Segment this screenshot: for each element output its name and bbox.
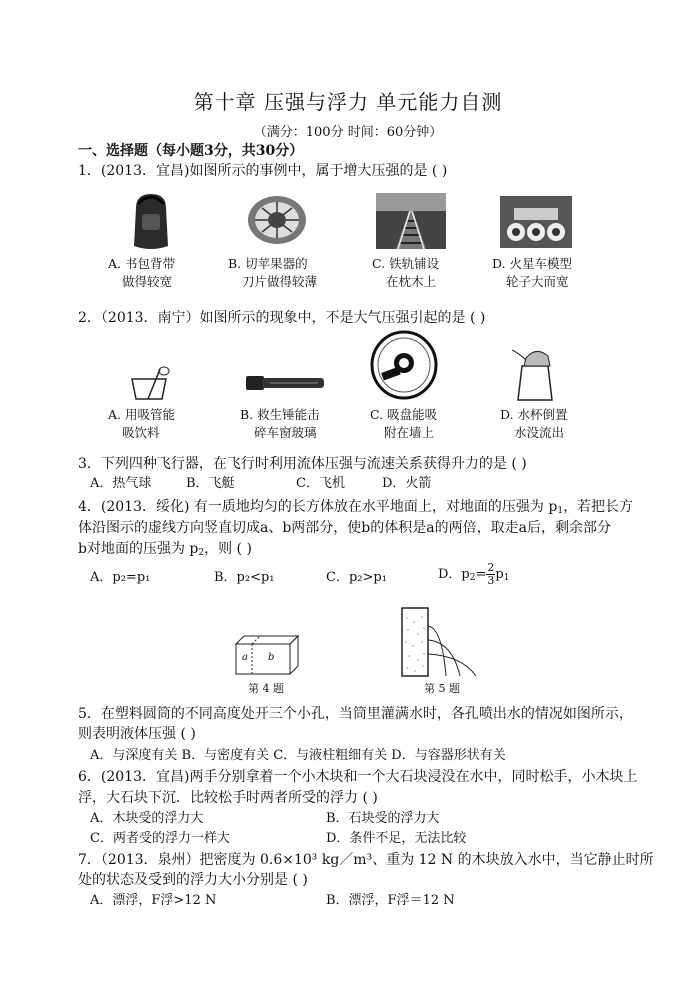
q1-option-b[interactable] <box>228 255 317 291</box>
option-label: D. 火星车模型 <box>492 256 573 271</box>
exam-info: （满分：100分 时间：60分钟） <box>253 125 443 140</box>
text: b对地面的压强为 p <box>78 541 199 557</box>
mars-rover-photo <box>500 196 572 248</box>
option-label: 做得较宽 <box>122 274 173 289</box>
q4-option-c[interactable]: C．p₂>p₁ <box>326 570 387 585</box>
text: 4．(2013．绥化) 有一质地均匀的长方体放在水平地面上，对地面的压强为 p <box>78 499 558 515</box>
question-5-line-1: 5．在塑料圆筒的不同高度处开三个小孔，当筒里灌满水时，各孔喷出水的情况如图所示， <box>78 706 633 722</box>
q3-option-c[interactable]: C．飞机 <box>296 476 345 491</box>
q4-option-a[interactable]: A．p₂=p₁ <box>90 570 151 585</box>
question-6-line-2: 浮，大石块下沉．比较松手时两者所受的浮力 ( ) <box>78 790 378 806</box>
text: ，若把长方 <box>563 499 634 515</box>
inverted-cup-figure <box>508 346 562 402</box>
railway-track-photo <box>376 193 446 249</box>
suction-cup-figure <box>370 330 438 400</box>
option-label: D. 水杯倒置 <box>500 407 568 422</box>
option-label: 在枕木上 <box>386 274 437 289</box>
subscript: 2 <box>198 548 205 558</box>
figure-4-caption: 第 4 题 <box>248 682 284 695</box>
q2-option-a[interactable] <box>108 406 175 442</box>
q3-option-a[interactable]: A．热气球 <box>90 476 152 491</box>
q1-option-d[interactable] <box>492 255 572 291</box>
option-label: 刀片做得较薄 <box>242 274 318 289</box>
option-label: C. 铁轨铺设 <box>372 256 440 271</box>
q1-option-a[interactable] <box>108 255 175 291</box>
text: ，则 ( ) <box>204 541 252 557</box>
q6-option-b[interactable]: B．石块受的浮力大 <box>326 811 440 826</box>
option-label: 轮子大而宽 <box>506 274 569 289</box>
backpack-photo <box>128 190 174 252</box>
q6-option-d[interactable]: D．条件不足，无法比较 <box>326 831 467 846</box>
q2-option-b[interactable] <box>240 406 320 442</box>
option-label: 吸饮料 <box>122 425 160 440</box>
q1-option-c[interactable] <box>372 255 439 291</box>
subscript: 2 <box>469 573 476 583</box>
page-title: 第十章 压强与浮力 单元能力自测 <box>193 90 503 114</box>
question-7-line-1: 7．（2013．泉州）把密度为 0.6×10³ kg／m³、重为 12 N 的木块放入水中，当它静止时所 <box>78 852 654 868</box>
question-1-stem: 1．(2013．宜昌)如图所示的事例中，属于增大压强的是 ( ) <box>78 163 448 179</box>
option-label: 碎车窗玻璃 <box>254 425 317 440</box>
section-heading: 一、选择题（每小题3分，共30分） <box>78 143 304 159</box>
subscript: 1 <box>557 506 564 516</box>
question-4-line-1 <box>78 496 633 516</box>
question-5-line-2: 则表明液体压强 ( ) <box>78 726 196 742</box>
straw-drink-figure <box>126 365 172 401</box>
question-6-line-1: 6．(2013．宜昌)两手分别拿着一个小木块和一个大石块浸没在水中，同时松手，小木块上 <box>78 769 638 785</box>
question-7-line-2: 处的状态及受到的浮力大小分别是 ( ) <box>78 872 308 888</box>
text: D．p <box>438 567 470 582</box>
text: p <box>495 567 504 582</box>
q3-option-b[interactable]: B．飞艇 <box>186 476 235 491</box>
q7-option-b[interactable]: B．漂浮，F浮＝12 N <box>326 893 455 908</box>
question-2-stem: 2．（2013．南宁）如图所示的现象中，不是大气压强引起的是 ( ) <box>78 310 486 326</box>
numerator: 2 <box>487 561 495 574</box>
label-b: b <box>268 652 275 663</box>
denominator: 3 <box>487 574 495 587</box>
water-cylinder-figure <box>398 606 480 678</box>
question-3-stem: 3．下列四种飞行器，在飞行时利用流体压强与流速关系获得升力的是 ( ) <box>78 456 527 472</box>
figure-5-caption: 第 5 题 <box>424 682 460 695</box>
option-label: 附在墙上 <box>384 425 435 440</box>
q4-option-b[interactable]: B．p₂<p₁ <box>214 570 275 585</box>
q5-options[interactable]: A．与深度有关 B．与密度有关 C．与液柱粗细有关 D．与容器形状有关 <box>90 748 506 763</box>
question-4-line-2: 体沿图示的虚线方向竖直切成a、b两部分，使b的体积是a的两倍，取走a后，剩余部分 <box>78 520 611 536</box>
label-a: a <box>242 652 248 663</box>
q7-option-a[interactable]: A．漂浮，F浮>12 N <box>90 893 217 908</box>
option-label: B. 救生锤能击 <box>240 407 320 422</box>
option-label: C. 吸盘能吸 <box>370 407 438 422</box>
option-label: B. 切苹果器的 <box>228 256 308 271</box>
q4-option-d[interactable] <box>438 562 509 587</box>
q6-option-c[interactable]: C．两者受的浮力一样大 <box>90 831 230 846</box>
subscript: 1 <box>503 573 510 583</box>
safety-hammer-figure <box>244 372 326 394</box>
q6-option-a[interactable]: A．木块受的浮力大 <box>90 811 204 826</box>
q3-option-d[interactable]: D．火箭 <box>382 476 432 491</box>
q2-option-d[interactable] <box>500 406 568 442</box>
option-label: 水没流出 <box>514 425 565 440</box>
option-label: A. 书包背带 <box>108 256 175 271</box>
apple-slicer-photo <box>246 192 308 248</box>
q2-option-c[interactable] <box>370 406 437 442</box>
question-4-line-3 <box>78 538 252 558</box>
option-label: A. 用吸管能 <box>108 407 175 422</box>
text: = <box>475 567 487 582</box>
